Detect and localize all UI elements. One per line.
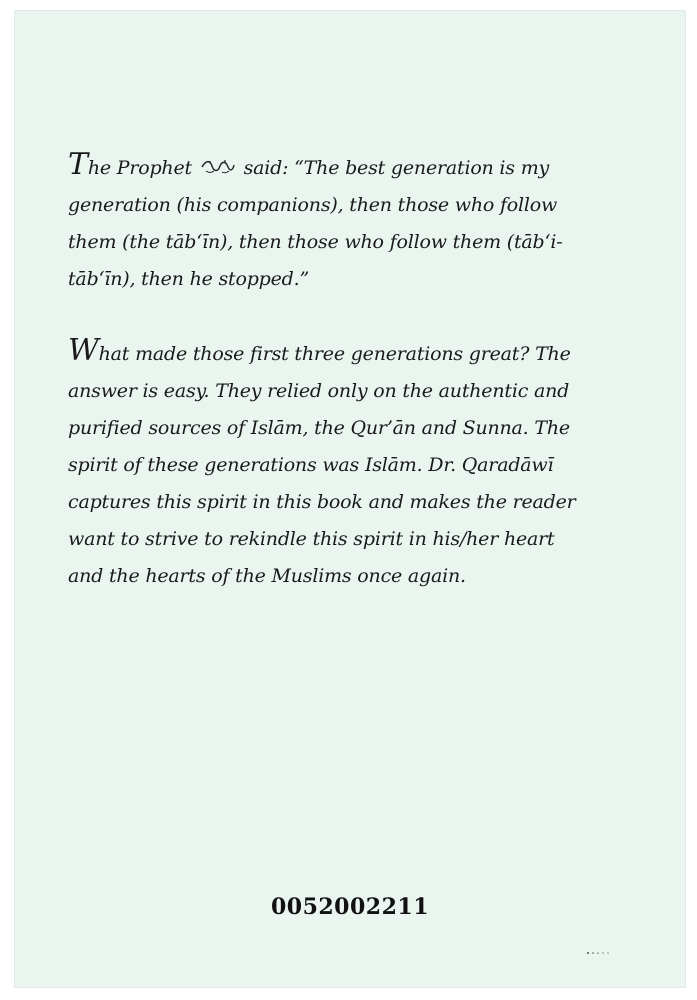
paragraph-line xyxy=(68,147,648,187)
print-mark-icon xyxy=(586,951,612,955)
drop-cap: W xyxy=(68,333,99,368)
drop-cap: T xyxy=(68,147,88,182)
paragraph-line: want to strive to rekindle this spirit in his/her heart xyxy=(68,528,555,550)
isbn-number: 0052002211 xyxy=(270,894,430,920)
paragraph-line: tāb‘īn), then he stopped.” xyxy=(68,268,309,290)
line-text: hat made those first three generations great? The xyxy=(98,343,571,365)
paragraph-line xyxy=(68,333,648,373)
hadith-paragraph xyxy=(68,147,648,298)
line-text: said: “The best generation is my xyxy=(243,157,550,179)
paragraph-line: captures this spirit in this book and makes the reader xyxy=(68,491,576,513)
line-text: he Prophet xyxy=(87,157,192,179)
salawat-calligraphy-icon xyxy=(200,152,236,170)
paragraph-line: purified sources of Islām, the Qur’ān and Sunna. The xyxy=(68,417,570,439)
paragraph-line: generation (his companions), then those who follow xyxy=(68,194,558,216)
paragraph-line: answer is easy. They relied only on the authentic and xyxy=(68,380,570,402)
book-back-cover xyxy=(14,10,686,988)
paragraph-line: them (the tāb‘īn), then those who follow them (tāb‘i- xyxy=(68,231,563,253)
paragraph-line: and the hearts of the Muslims once again. xyxy=(68,565,466,587)
description-paragraph xyxy=(68,333,648,595)
paragraph-line: spirit of these generations was Islām. Dr. Qaradāwī xyxy=(68,454,554,476)
